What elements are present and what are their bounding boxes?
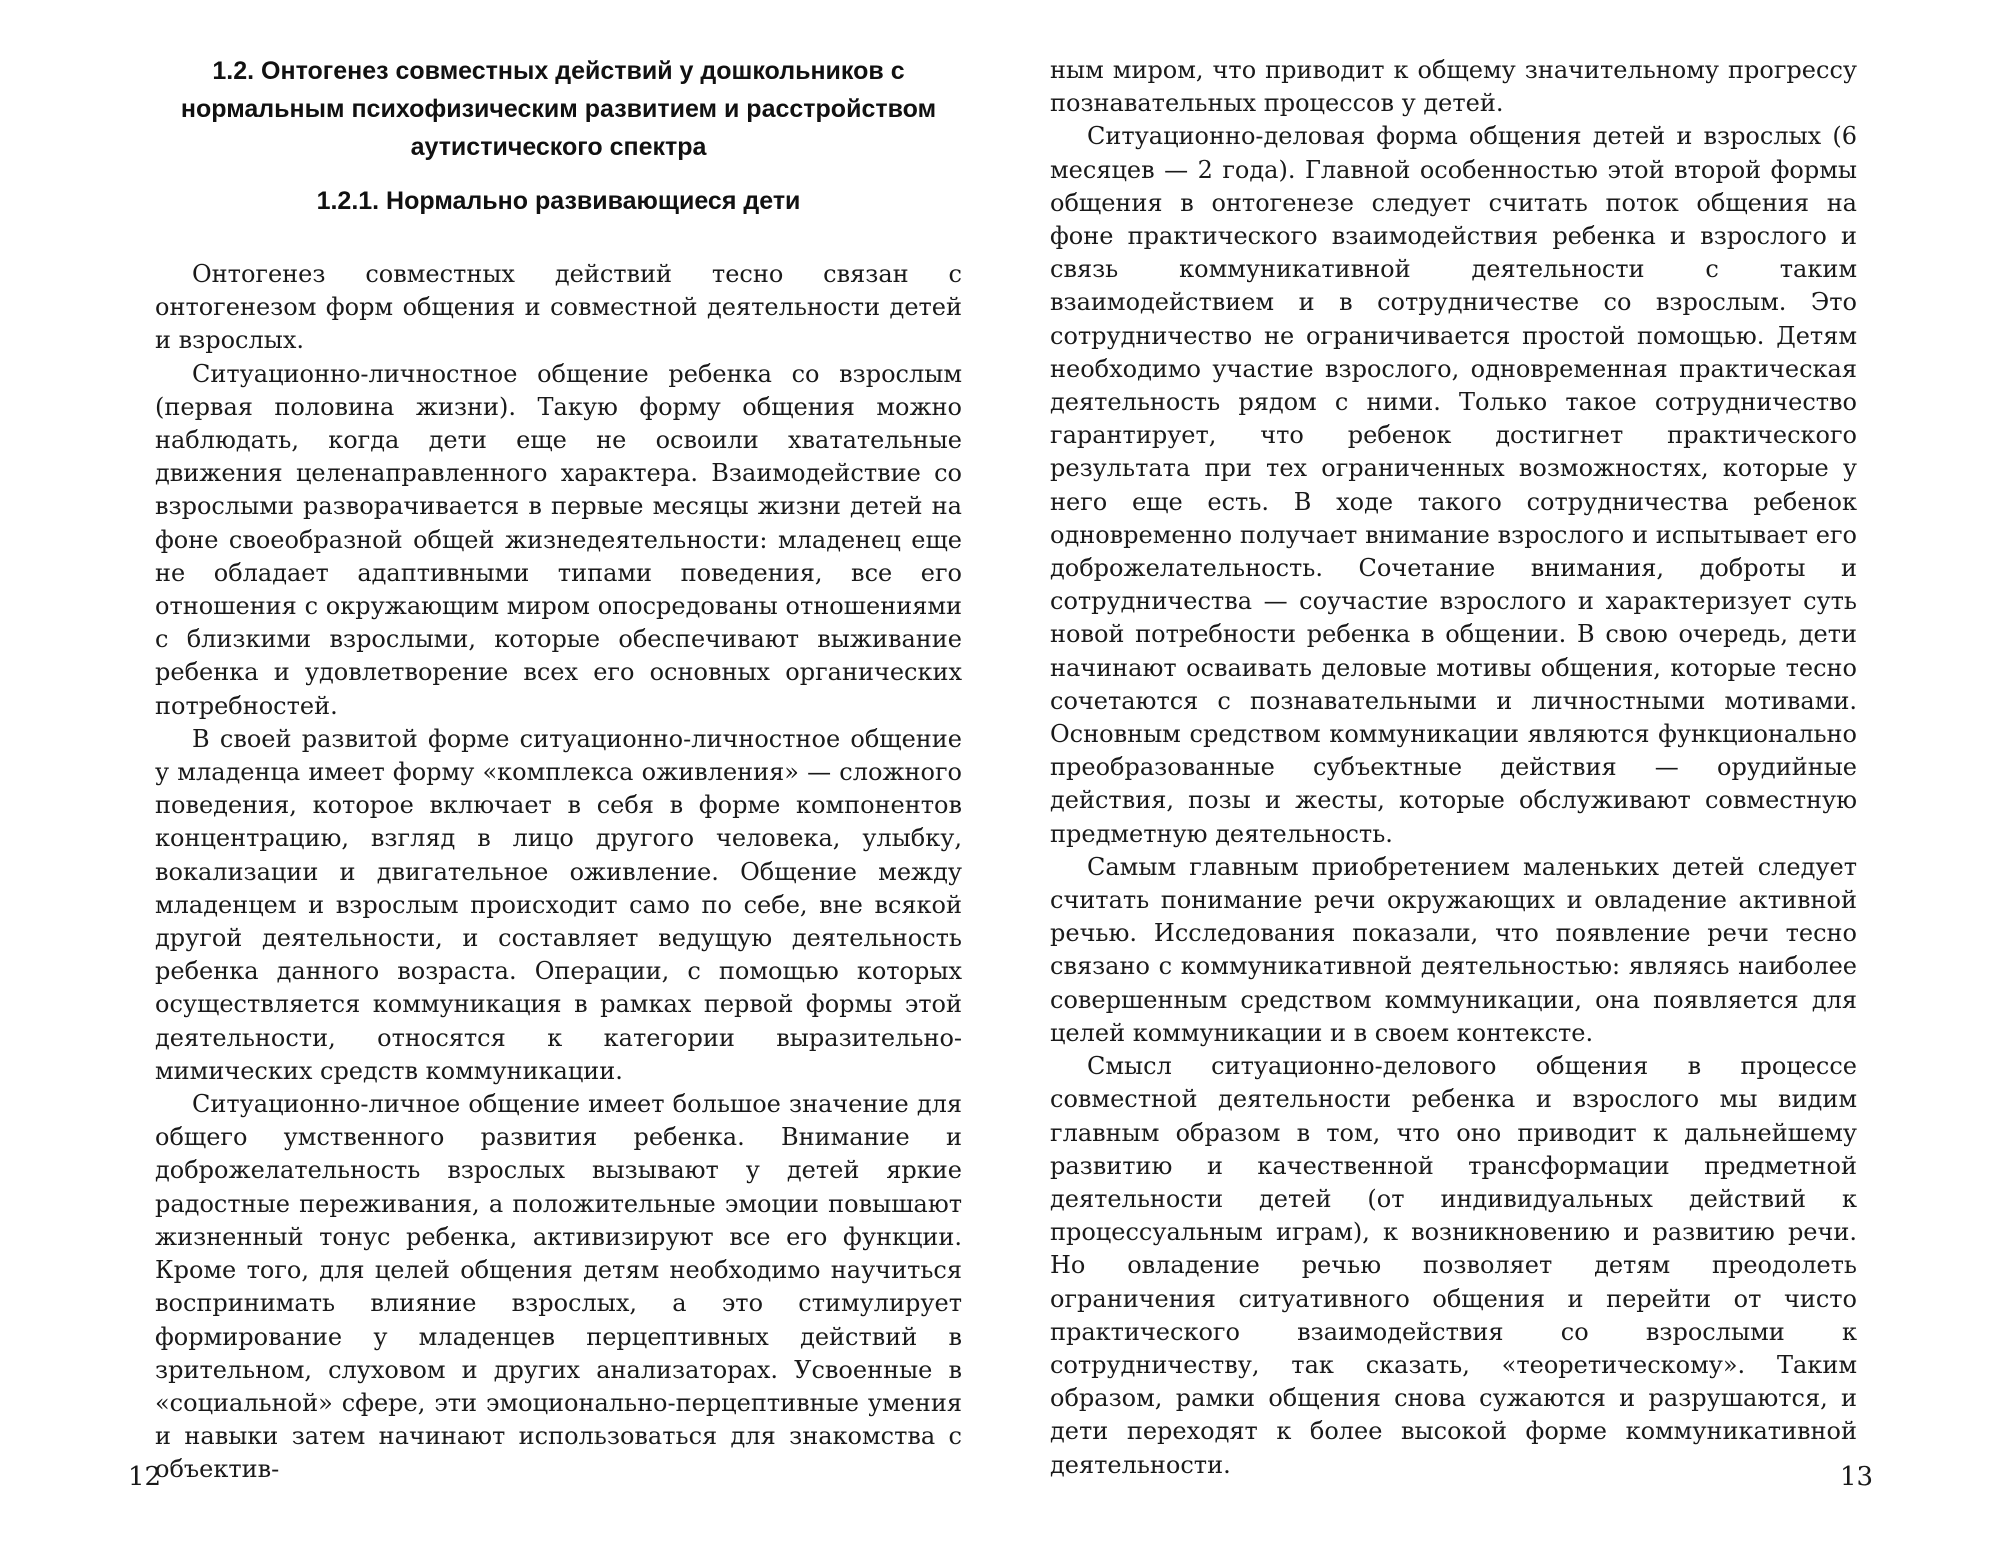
paragraph: Смысл ситуационно-делового общения в процессе совместной деятельности ребенка и взрослого мы видим главным образом в том, что оно приводит к дальнейшему развитию и качественной трансформации предметной деятельности детей (от индивидуальных действий к процессуальным играм), к возникновению и развитию речи. Но овладение речью позволяет детям преодолеть ограничения ситуативного общения и перейти от чисто практического взаимодействия со взрослыми к сотрудничеству, так сказать, «теоретическому». Таким образом, рамки общения снова сужаются и разрушаются, и дети переходят к более высокой форме коммуникативной деятельности. — [1050, 1052, 1857, 1479]
left-page-text-column — [155, 52, 962, 1487]
paragraph: Онтогенез совместных действий тесно связан с онтогенезом форм общения и совместной деятельности детей и взрослых. — [155, 260, 962, 355]
paragraph: Ситуационно-личное общение имеет большое значение для общего умственного развития ребенка. Внимание и доброжелательность взрослых вызывают у детей яркие радостные переживания, а положительные эмоции повышают жизненный тонус ребенка, активизируют все его функции. Кроме того, для целей общения детям необходимо научиться воспринимать влияние взрослых, а это стимулирует формирование у младенцев перцептивных действий в зрительном, слуховом и других анализаторах. Усвоенные в «социальной» сфере, эти эмоционально-перцептивные умения и навыки затем начинают использоваться для знакомства с объектив- — [155, 1090, 962, 1484]
right-page-text-column — [1050, 54, 1857, 1482]
page-number: 12 — [128, 1462, 162, 1492]
paragraph-continuation: ным миром, что приводит к общему значительному прогрессу познавательных процессов у детей. — [1050, 56, 1857, 118]
right-page — [1000, 0, 2000, 1554]
subsection-heading: 1.2.1. Нормально развивающиеся дети — [316, 187, 801, 215]
paragraph: Ситуационно-личностное общение ребенка со взрослым (первая половина жизни). Такую форму общения можно наблюдать, когда дети еще не освоили хватательные движения целенаправленного характера. Взаимодействие со взрослыми разворачивается в первые месяцы жизни детей на фоне своеобразной общей жизнедеятельности: младенец еще не обладает адаптивными типами поведения, все его отношения с окружающим миром опосредованы отношениями с близкими взрослыми, которые обеспечивают выживание ребенка и удовлетворение всех его основных органических потребностей. — [155, 359, 962, 720]
paragraph: Ситуационно-деловая форма общения детей и взрослых (6 месяцев — 2 года). Главной особенностью этой второй формы общения в онтогенезе следует считать поток общения на фоне практического взаимодействия ребенка и взрослого и связь коммуникативной деятельности с таким взаимодействием и в сотрудничестве со взрослым. Это сотрудничество не ограничивается простой помощью. Детям необходимо участие взрослого, одновременная практическая деятельность рядом с ними. Только такое сотрудничество гарантирует, что ребенок достигнет практического результата при тех ограниченных возможностях, которые у него еще есть. В ходе такого сотрудничества ребенок одновременно получает внимание взрослого и испытывает его доброжелательность. Сочетание внимания, доброты и сотрудничества — соучастие взрослого и характеризует суть новой потребности ребенка в общении. В свою очередь, дети начинают осваивать деловые мотивы общения, которые тесно сочетаются с познавательными и личностными мотивами. Основным средством коммуникации являются функционально преобразованные субъектные действия — орудийные действия, позы и жесты, которые обслуживают совместную предметную деятельность. — [1050, 122, 1857, 848]
paragraph: В своей развитой форме ситуационно-личностное общение у младенца имеет форму «комплекса оживления» — сложного поведения, которое включает в себя в форме компонентов концентрацию, взгляд в лицо другого человека, улыбку, вокализации и двигательное оживление. Общение между младенцем и взрослым происходит само по себе, вне всякой другой деятельности, и составляет ведущую деятельность ребенка данного возраста. Операции, с помощью которых осуществляется коммуникация в рамках первой формы этой деятельности, относятся к категории выразительно-мимических средств коммуникации. — [155, 724, 962, 1085]
page-number: 13 — [1840, 1462, 1874, 1492]
section-heading: 1.2. Онтогенез совместных действий у дошкольников с нормальным психофизическим развитием и расстройством аутистического спектра — [180, 57, 937, 161]
paragraph: Самым главным приобретением маленьких детей следует считать понимание речи окружающих и овладение активной речью. Исследования показали, что появление речи тесно связано с коммуникативной деятельностью: являясь наиболее совершенным средством коммуникации, она появляется для целей коммуникации и в своем контексте. — [1050, 852, 1857, 1047]
